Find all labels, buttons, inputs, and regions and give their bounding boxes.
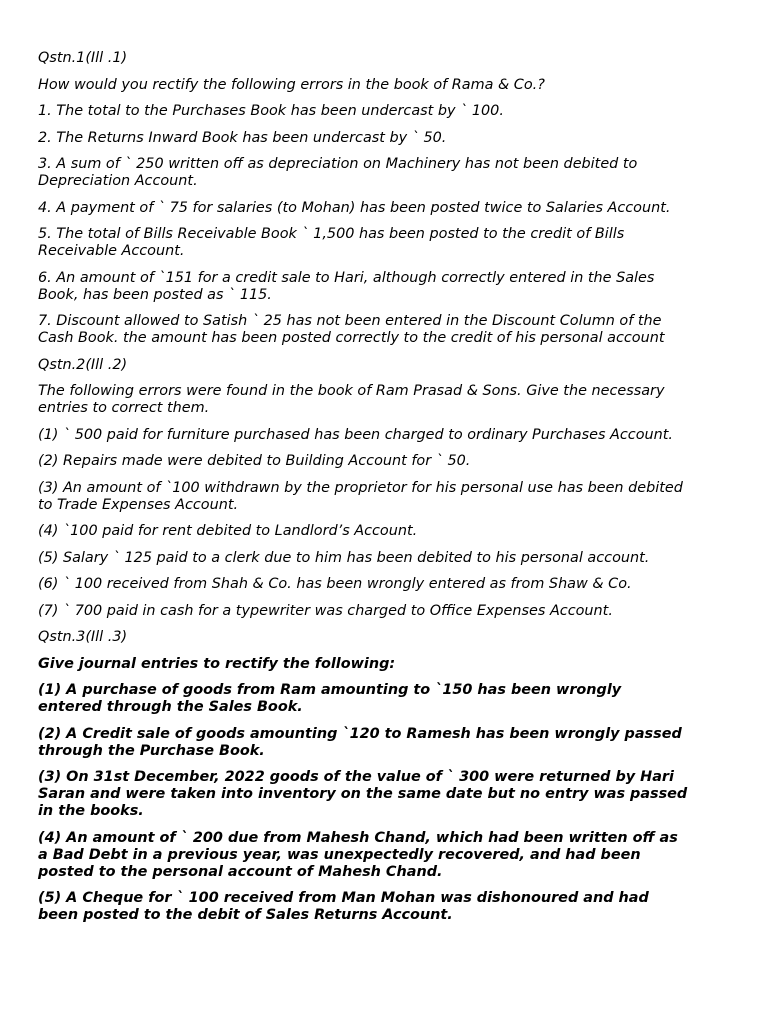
question-2-item-5: (5) Salary ` 125 paid to a clerk due to him has been debited to his personal account. <box>38 549 650 566</box>
question-2-item-1: (1) ` 500 paid for furniture purchased has been charged to ordinary Purchases Account. <box>38 426 673 443</box>
question-2-item-7: (7) ` 700 paid in cash for a typewriter was charged to Office Expenses Account. <box>38 602 613 619</box>
question-1-intro: How would you rectify the following errors in the book of Rama & Co.? <box>38 76 545 93</box>
question-1-item-5: 5. The total of Bills Receivable Book ` 1,500 has been posted to the credit of Bills Receivable Account. <box>38 226 625 259</box>
question-2-item-4: (4) `100 paid for rent debited to Landlord’s Account. <box>38 523 418 539</box>
question-3-item-4: (4) An amount of ` 200 due from Mahesh Chand, which had been written off as a Bad Debt in a previous year, was unexpectedly recovered, and had been posted to the personal account of Mahesh Chand. <box>38 829 678 880</box>
question-1-item-3: 3. A sum of ` 250 written off as depreciation on Machinery has not been debited to Depreciation Account. <box>38 156 638 189</box>
question-3-item-1: (1) A purchase of goods from Ram amounting to `150 has been wrongly entered through the Sales Book. <box>38 682 622 715</box>
question-3-item-5: (5) A Cheque for ` 100 received from Man Mohan was dishonoured and had been posted to the debit of Sales Returns Account. <box>38 890 649 923</box>
question-1-item-4: 4. A payment of ` 75 for salaries (to Mohan) has been posted twice to Salaries Account. <box>38 199 671 216</box>
question-3-item-2: (2) A Credit sale of goods amounting `120 to Ramesh has been wrongly passed through the Purchase Book. <box>38 725 682 759</box>
question-3-item-3: (3) On 31st December, 2022 goods of the value of ` 300 were returned by Hari Saran and were taken into inventory on the same date but no entry was passed in the books. <box>38 769 688 819</box>
document-page <box>38 50 688 934</box>
question-1-item-6: 6. An amount of `151 for a credit sale to Hari, although correctly entered in the Sales Book, has been posted as ` 115. <box>38 269 655 303</box>
question-3-heading: Qstn.3(Ill .3) <box>38 629 128 645</box>
question-2-heading: Qstn.2(Ill .2) <box>38 356 128 373</box>
question-1-heading: Qstn.1(Ill .1) <box>38 50 128 66</box>
question-2-item-2: (2) Repairs made were debited to Building Account for ` 50. <box>38 453 471 469</box>
question-1-item-1: 1. The total to the Purchases Book has been undercast by ` 100. <box>38 103 504 119</box>
question-2-intro: The following errors were found in the book of Ram Prasad & Sons. Give the necessary entries to correct them. <box>38 383 665 416</box>
question-2-item-6: (6) ` 100 received from Shah & Co. has been wrongly entered as from Shaw & Co. <box>38 576 632 592</box>
question-1-item-2: 2. The Returns Inward Book has been undercast by ` 50. <box>38 129 447 146</box>
question-1-item-7: 7. Discount allowed to Satish ` 25 has not been entered in the Discount Column of the Cash Book. the amount has been posted correctly to the credit of his personal account <box>38 313 665 346</box>
question-3-intro: Give journal entries to rectify the following: <box>38 655 396 672</box>
question-2-item-3: (3) An amount of `100 withdrawn by the proprietor for his personal use has been debited to Trade Expenses Account. <box>38 479 683 513</box>
